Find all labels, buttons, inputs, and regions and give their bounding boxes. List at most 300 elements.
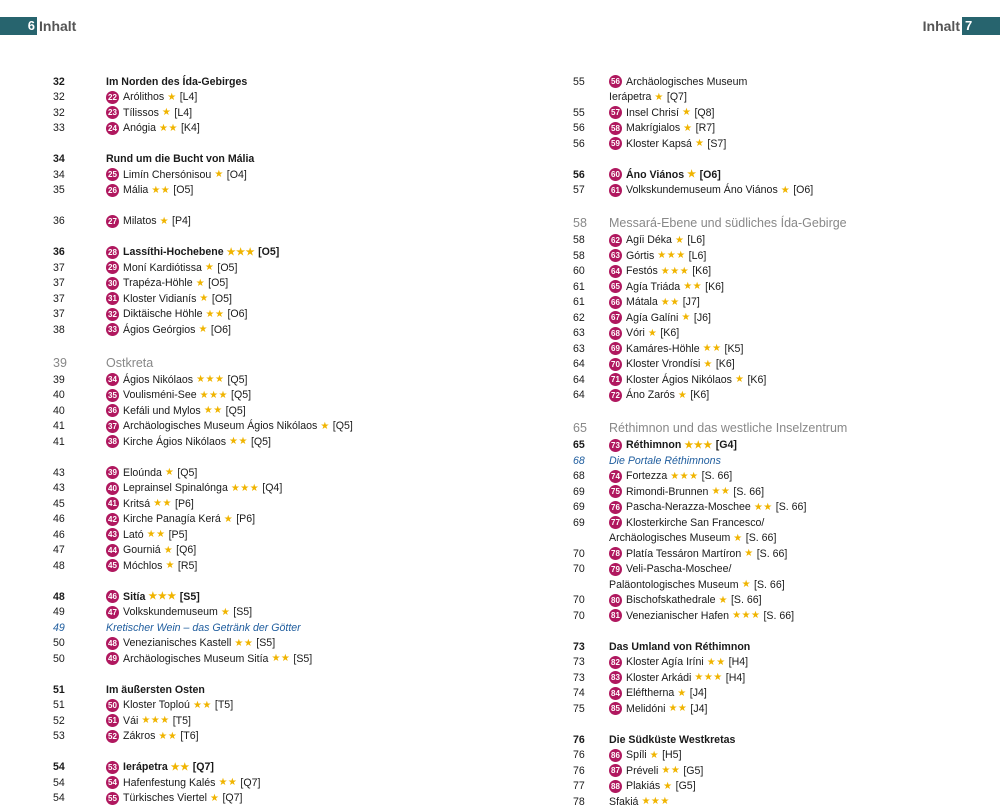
- entry-text: [106, 714, 191, 727]
- entry-text: [609, 122, 715, 135]
- star-rating: ★: [733, 532, 743, 544]
- entry-label: Ierápetra: [123, 761, 168, 774]
- entry-text: [106, 528, 187, 541]
- page-ref: 39: [53, 373, 65, 386]
- entry-text: [609, 455, 721, 467]
- entry-label: Leprainsel Spinalónga: [123, 482, 228, 495]
- page-ref: 46: [53, 528, 65, 541]
- star-rating: ★: [220, 606, 231, 618]
- entry-text: [609, 168, 721, 181]
- sight-number-badge: 56: [609, 75, 622, 88]
- special-topic-entry[interactable]: [573, 453, 933, 469]
- star-rating: ★: [734, 374, 745, 386]
- entry-text: [106, 637, 275, 650]
- sight-number-badge: 34: [106, 373, 119, 386]
- sight-number-badge: 63: [609, 249, 622, 262]
- star-rating: ★★: [660, 296, 680, 308]
- star-rating: ★: [195, 277, 206, 289]
- page-ref: 34: [53, 153, 65, 166]
- header-left: [0, 17, 76, 35]
- map-reference: [S. 66]: [775, 501, 807, 514]
- page-ref: 70: [573, 563, 585, 576]
- sight-number-badge: 24: [106, 122, 119, 135]
- toc-entry[interactable]: [573, 686, 933, 702]
- page-ref: 50: [53, 637, 65, 650]
- map-reference: [L4]: [179, 91, 198, 104]
- entry-label: Agía Galíni: [626, 311, 679, 324]
- star-rating: ★★: [153, 498, 173, 510]
- entry-label: Trapéza-Höhle: [123, 277, 193, 290]
- entry-label: Türkisches Viertel: [123, 792, 207, 805]
- sight-number-badge: 80: [609, 594, 622, 607]
- entry-text: [106, 153, 254, 165]
- entry-label: Diktäische Höhle: [123, 308, 203, 321]
- entry-text: [609, 734, 735, 746]
- sight-number-badge: 57: [609, 106, 622, 119]
- spacer: [53, 338, 393, 354]
- page-ref: 56: [573, 137, 585, 150]
- entry-text: [609, 439, 737, 452]
- toc-entry[interactable]: [53, 105, 393, 121]
- page-ref: 39: [53, 355, 67, 370]
- sight-number-badge: 72: [609, 389, 622, 402]
- toc-entry[interactable]: [573, 136, 933, 152]
- toc-entry[interactable]: [573, 121, 933, 137]
- page-ref: 61: [573, 280, 585, 293]
- entry-label: Kloster Vrondísi: [626, 358, 701, 371]
- toc-entry[interactable]: [53, 636, 393, 652]
- special-topic-entry[interactable]: [53, 620, 393, 636]
- toc-entry[interactable]: [53, 419, 393, 435]
- entry-label: Lassíthi-Hochebene: [123, 246, 224, 259]
- map-reference: [O6]: [699, 168, 721, 181]
- toc-entry[interactable]: [53, 481, 393, 497]
- sight-number-badge: 84: [609, 687, 622, 700]
- star-rating: ★: [198, 324, 208, 336]
- entry-text: [106, 106, 192, 119]
- sight-number-badge: 45: [106, 559, 119, 572]
- toc-entry[interactable]: [573, 794, 933, 810]
- sight-number-badge: 81: [609, 609, 622, 622]
- toc-entry[interactable]: [573, 248, 933, 264]
- page-ref: 40: [53, 404, 65, 417]
- map-reference: [L6]: [688, 249, 707, 262]
- map-reference: [P5]: [168, 528, 188, 541]
- page-ref: 40: [53, 389, 65, 402]
- toc-entry[interactable]: [53, 512, 393, 528]
- star-rating: ★: [164, 467, 175, 479]
- entry-text: [609, 764, 703, 777]
- toc-entry[interactable]: [53, 760, 393, 776]
- section-heading[interactable]: [573, 639, 933, 655]
- page-ref: 43: [53, 466, 65, 479]
- entry-text: [609, 296, 700, 309]
- map-reference: [S5]: [256, 637, 276, 650]
- sight-number-badge: 33: [106, 323, 119, 336]
- map-reference: [K6]: [690, 389, 710, 402]
- toc-entry[interactable]: [53, 167, 393, 183]
- page-title-right: Inhalt: [922, 18, 960, 34]
- map-reference: [Q5]: [227, 373, 248, 386]
- entry-text: [609, 796, 670, 808]
- map-reference: [G5]: [683, 764, 704, 777]
- toc-entry[interactable]: [573, 295, 933, 311]
- page-ref: 53: [53, 730, 65, 743]
- toc-entry[interactable]: [53, 214, 393, 230]
- entry-text: [609, 75, 747, 88]
- entry-text: [609, 342, 743, 355]
- toc-column-right: [573, 74, 933, 810]
- toc-entry[interactable]: [573, 264, 933, 280]
- page-ref: 36: [53, 246, 65, 259]
- page-ref: 78: [573, 795, 585, 808]
- toc-entry[interactable]: [573, 167, 933, 183]
- entry-label: Rund um die Bucht von Mália: [106, 153, 255, 166]
- toc-entry[interactable]: [573, 326, 933, 342]
- toc-entry[interactable]: [53, 729, 393, 745]
- sight-number-badge: 64: [609, 265, 622, 278]
- entry-label: Messará-Ebene und südliches Ída-Gebirge: [609, 216, 847, 230]
- toc-entry[interactable]: [53, 434, 393, 450]
- toc-entry[interactable]: [573, 438, 933, 454]
- star-rating: ★★★: [141, 715, 170, 727]
- map-reference: [S. 66]: [754, 578, 785, 591]
- page-ref: 62: [573, 311, 585, 324]
- entry-label: Kefáli und Mylos: [123, 404, 201, 417]
- toc-entry[interactable]: [53, 291, 393, 307]
- entry-label: Mália: [123, 184, 149, 197]
- entry-text: [106, 168, 247, 181]
- toc-entry[interactable]: [573, 608, 933, 624]
- sight-number-badge: 38: [106, 435, 119, 448]
- map-reference: [O6]: [793, 184, 814, 197]
- sight-number-badge: 55: [106, 792, 119, 805]
- star-rating: ★: [681, 312, 691, 324]
- toc-entry[interactable]: [53, 307, 393, 323]
- entry-text: [609, 579, 785, 591]
- sight-number-badge: 26: [106, 184, 119, 197]
- toc-entry[interactable]: [53, 589, 393, 605]
- page-ref: 73: [573, 671, 585, 684]
- toc-entry[interactable]: [573, 546, 933, 562]
- toc-entry[interactable]: [573, 74, 933, 90]
- entry-text: [106, 91, 197, 104]
- page-ref: 58: [573, 249, 585, 262]
- map-reference: [K6]: [715, 358, 735, 371]
- entry-label: Voulisméni-See: [123, 389, 197, 402]
- map-reference: [R7]: [695, 122, 716, 135]
- entry-text: [106, 389, 251, 402]
- map-reference: [G4]: [715, 439, 737, 452]
- section-heading[interactable]: [573, 732, 933, 748]
- map-reference: [O6]: [227, 308, 248, 321]
- sight-number-badge: 50: [106, 699, 119, 712]
- entry-text: [609, 311, 711, 324]
- sight-number-badge: 36: [106, 404, 119, 417]
- star-rating: ★: [683, 122, 693, 134]
- toc-entry[interactable]: [573, 469, 933, 485]
- toc-entry[interactable]: [573, 341, 933, 357]
- page-ref: 32: [53, 91, 65, 104]
- spacer: [53, 450, 393, 466]
- entry-text: [106, 730, 199, 743]
- toc-entry[interactable]: [573, 372, 933, 388]
- toc-entry[interactable]: [53, 651, 393, 667]
- entry-label: Volkskundemuseum Áno Viános: [626, 184, 778, 197]
- sight-number-badge: 75: [609, 485, 622, 498]
- star-rating: ★★: [683, 281, 703, 293]
- map-reference: [K6]: [747, 373, 767, 386]
- entry-label: Rimondi-Brunnen: [626, 485, 709, 498]
- spacer: [573, 717, 933, 733]
- toc-entry[interactable]: [573, 763, 933, 779]
- sight-number-badge: 85: [609, 702, 622, 715]
- entry-label: Im äußersten Osten: [106, 683, 205, 696]
- toc-entry[interactable]: [53, 183, 393, 199]
- entry-label: Milatos: [123, 215, 157, 228]
- toc-entry[interactable]: [573, 279, 933, 295]
- toc-entry[interactable]: [573, 310, 933, 326]
- sight-number-badge: 48: [106, 637, 119, 650]
- sight-number-badge: 49: [106, 652, 119, 665]
- star-rating: ★: [780, 184, 791, 196]
- region-heading[interactable]: [573, 419, 933, 438]
- entry-text: [609, 216, 847, 230]
- entry-label: Spíli: [626, 749, 647, 762]
- toc-entry[interactable]: [573, 655, 933, 671]
- star-rating: ★: [161, 107, 172, 119]
- page-ref: 69: [573, 485, 585, 498]
- page-number-right: 7: [962, 17, 1000, 35]
- entry-text: [106, 482, 282, 495]
- star-rating: ★: [687, 169, 697, 181]
- map-reference: [O5]: [211, 292, 232, 305]
- page-ref: 56: [573, 168, 585, 181]
- page-ref: 76: [573, 733, 585, 746]
- entry-text: [106, 76, 247, 88]
- region-heading[interactable]: [53, 353, 393, 372]
- toc-entry[interactable]: [53, 527, 393, 543]
- star-rating: ★: [741, 579, 752, 591]
- toc-entry[interactable]: [53, 496, 393, 512]
- entry-text: [106, 606, 252, 619]
- entry-label: Sitía: [123, 590, 146, 603]
- entry-text: [609, 327, 679, 340]
- page-ref: 37: [53, 292, 65, 305]
- toc-entry[interactable]: [573, 748, 933, 764]
- map-reference: [Q7]: [666, 91, 687, 104]
- page-ref: 76: [573, 749, 585, 762]
- section-heading[interactable]: [53, 74, 393, 90]
- page-ref: 51: [53, 683, 65, 696]
- page-ref: 36: [53, 215, 65, 228]
- section-heading[interactable]: [53, 682, 393, 698]
- toc-entry[interactable]: [573, 701, 933, 717]
- map-reference: [O5]: [258, 246, 280, 259]
- entry-text: [106, 497, 194, 510]
- toc-entry[interactable]: [573, 562, 933, 578]
- toc-entry[interactable]: [573, 670, 933, 686]
- map-reference: [S. 66]: [756, 547, 788, 560]
- star-rating: ★★: [229, 436, 248, 448]
- entry-text: [106, 404, 246, 417]
- toc-entry[interactable]: [573, 484, 933, 500]
- page-ref: 70: [573, 609, 585, 622]
- sight-number-badge: 78: [609, 547, 622, 560]
- spacer: [573, 198, 933, 214]
- sight-number-badge: 76: [609, 501, 622, 514]
- map-reference: [S. 66]: [701, 470, 733, 483]
- entry-text: [609, 641, 750, 653]
- toc-entry[interactable]: [53, 403, 393, 419]
- entry-label: Plakiás: [626, 780, 661, 793]
- entry-text: [106, 246, 279, 259]
- toc-entry[interactable]: [53, 322, 393, 338]
- page-ref: 74: [573, 687, 585, 700]
- toc-entry[interactable]: [53, 791, 393, 807]
- toc-entry[interactable]: [53, 372, 393, 388]
- entry-label: Die Südküste Westkretas: [609, 733, 736, 746]
- toc-entry[interactable]: [53, 121, 393, 137]
- star-rating: ★★: [711, 486, 731, 498]
- page-ref: 43: [53, 482, 65, 495]
- toc-entry[interactable]: [53, 388, 393, 404]
- toc-column-left: [53, 74, 393, 806]
- toc-entry[interactable]: [573, 515, 933, 531]
- entry-text: [106, 684, 205, 696]
- page-ref: 38: [53, 323, 65, 336]
- entry-text: [106, 466, 197, 479]
- entry-text: [609, 780, 696, 793]
- entry-label: Kritsá: [123, 497, 151, 510]
- entry-text: [106, 420, 353, 433]
- toc-entry[interactable]: [53, 713, 393, 729]
- entry-label: Bischofskathedrale: [626, 594, 716, 607]
- star-rating: ★★: [192, 699, 212, 711]
- page-ref: 49: [53, 606, 65, 619]
- star-rating: ★: [744, 548, 754, 560]
- star-rating: ★: [223, 513, 234, 525]
- map-reference: [P4]: [172, 215, 191, 228]
- toc-entry[interactable]: [53, 558, 393, 574]
- star-rating: ★: [647, 327, 658, 339]
- map-reference: [K5]: [724, 342, 744, 355]
- map-reference: [Q7]: [240, 776, 261, 789]
- toc-entry[interactable]: [53, 90, 393, 106]
- entry-label: Agíi Déka: [626, 234, 672, 247]
- entry-label: Zákros: [123, 730, 156, 743]
- map-reference: [J4]: [689, 687, 707, 700]
- entry-text: [106, 356, 153, 370]
- map-reference: [K6]: [705, 280, 724, 293]
- sight-number-badge: 71: [609, 373, 622, 386]
- entry-label: Venezianisches Kastell: [123, 637, 232, 650]
- entry-label: Ostkreta: [106, 355, 154, 370]
- map-reference: [S. 66]: [733, 485, 765, 498]
- page-ref: 45: [53, 497, 65, 510]
- entry-label: Kloster Vidianís: [123, 292, 197, 305]
- entry-label: Lató: [123, 528, 144, 541]
- entry-label: Górtis: [626, 249, 655, 262]
- star-rating: ★: [214, 169, 224, 181]
- entry-label: Makrígialos: [626, 122, 681, 135]
- region-heading[interactable]: [573, 214, 933, 233]
- toc-entry[interactable]: [573, 233, 933, 249]
- toc-entry[interactable]: [573, 388, 933, 404]
- toc-entry[interactable]: [573, 357, 933, 373]
- toc-entry[interactable]: [53, 260, 393, 276]
- entry-label: Kirche Ágios Nikólaos: [123, 435, 227, 448]
- toc-entry[interactable]: [53, 276, 393, 292]
- toc-entry[interactable]: [573, 183, 933, 199]
- entry-text: [106, 544, 196, 557]
- toc-entry[interactable]: [573, 779, 933, 795]
- entry-label: Eléftherna: [626, 687, 675, 700]
- page-ref: 69: [573, 516, 585, 529]
- toc-entry[interactable]: [53, 543, 393, 559]
- sight-number-badge: 39: [106, 466, 119, 479]
- page-ref: 37: [53, 261, 65, 274]
- entry-label: Réthimnon und das westliche Inselzentrum: [609, 421, 848, 435]
- entry-label: Im Norden des Ída-Gebirges: [106, 75, 248, 88]
- page-ref: 64: [573, 358, 585, 371]
- toc-entry[interactable]: [53, 605, 393, 621]
- toc-entry[interactable]: [573, 593, 933, 609]
- sight-number-badge: 58: [609, 122, 622, 135]
- toc-entry[interactable]: [53, 245, 393, 261]
- star-rating: ★★: [271, 653, 291, 665]
- entry-text: [106, 215, 191, 228]
- page-ref: 32: [53, 75, 65, 88]
- entry-text: [609, 547, 787, 560]
- entry-label: Réthimnon: [626, 439, 682, 452]
- toc-entry[interactable]: [53, 465, 393, 481]
- entry-label: Archäologisches Museum Sitía: [123, 652, 269, 665]
- sight-number-badge: 42: [106, 513, 119, 526]
- entry-text: [609, 91, 687, 103]
- page-ref: 49: [53, 621, 65, 634]
- page-ref: 46: [53, 513, 65, 526]
- star-rating: ★★: [706, 656, 726, 668]
- section-heading[interactable]: [53, 152, 393, 168]
- page-number-left: 6: [0, 17, 37, 35]
- page-ref: 57: [573, 184, 585, 197]
- toc-entry[interactable]: [573, 500, 933, 516]
- toc-entry-continuation: [573, 90, 933, 106]
- toc-entry[interactable]: [573, 105, 933, 121]
- sight-number-badge: 44: [106, 544, 119, 557]
- map-reference: [Q5]: [225, 404, 246, 417]
- map-reference: [S. 66]: [763, 609, 795, 622]
- page-ref: 32: [53, 106, 65, 119]
- star-rating: ★★★: [226, 246, 256, 258]
- page-ref: 48: [53, 590, 65, 603]
- map-reference: [Q4]: [262, 482, 283, 495]
- star-rating: ★: [199, 293, 209, 305]
- toc-entry[interactable]: [53, 698, 393, 714]
- entry-text: [106, 122, 200, 135]
- sight-number-badge: 37: [106, 420, 119, 433]
- entry-label: Venezianischer Hafen: [626, 609, 730, 622]
- entry-label: Kretischer Wein – das Getränk der Götter: [106, 621, 301, 634]
- sight-number-badge: 32: [106, 308, 119, 321]
- toc-entry[interactable]: [53, 775, 393, 791]
- page-ref: 65: [573, 421, 587, 435]
- page-ref: 51: [53, 699, 65, 712]
- entry-text: [609, 470, 732, 483]
- entry-label: Móchlos: [123, 559, 163, 572]
- map-reference: [Q5]: [231, 389, 252, 402]
